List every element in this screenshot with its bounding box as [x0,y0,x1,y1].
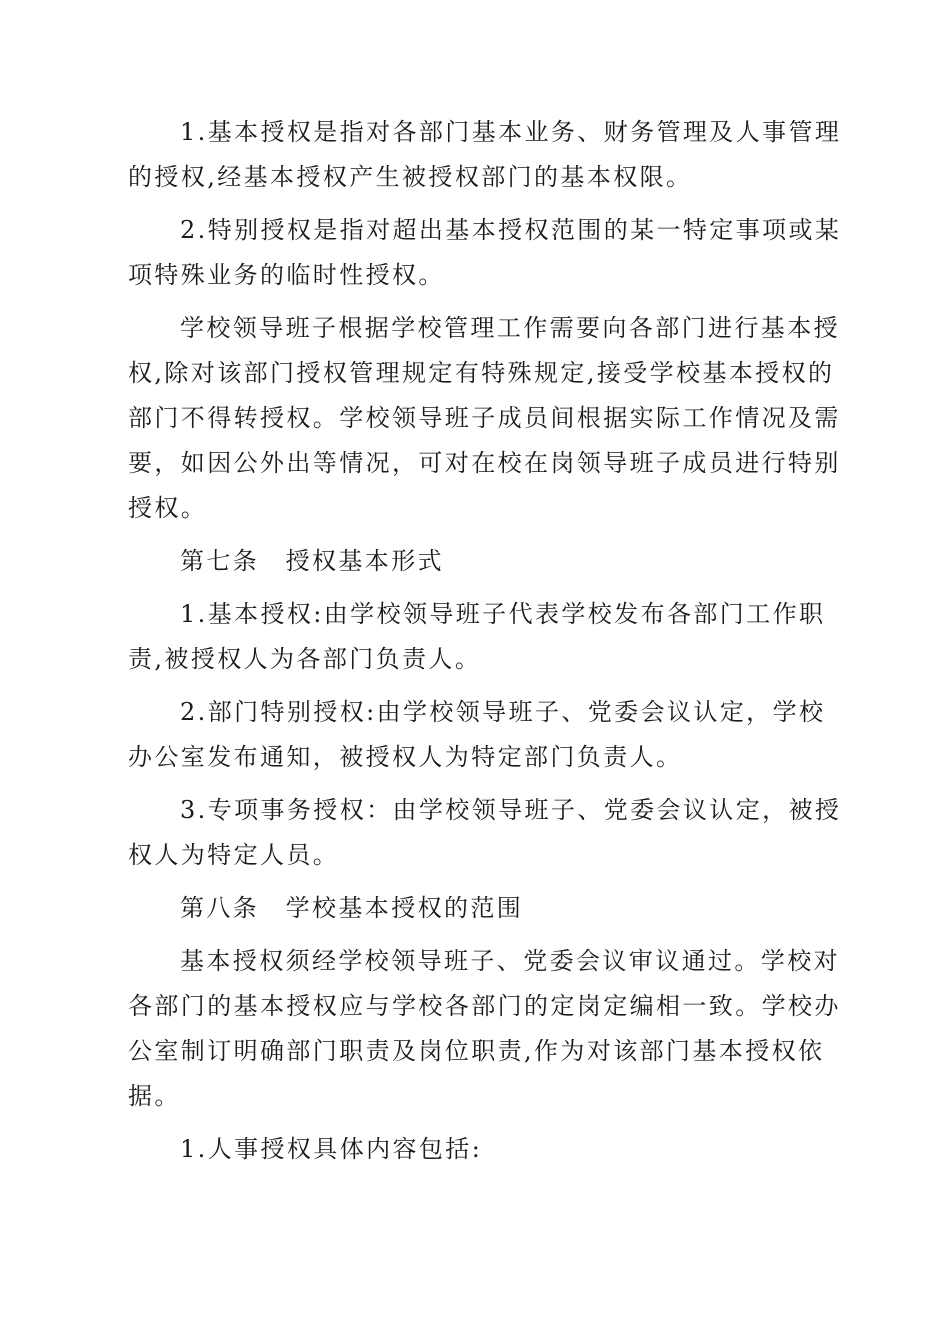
paragraph-form-special-affairs: 3.专项事务授权：由学校领导班子、党委会议认定，被授权人为特定人员。 [128,796,842,869]
document-body [128,110,848,1180]
article-7-heading: 第七条 授权基本形式 [180,547,444,575]
paragraph-personnel-authorization: 1.人事授权具体内容包括: [180,1135,483,1163]
paragraph-form-basic: 1.基本授权:由学校领导班子代表学校发布各部门工作职责,被授权人为各部门负责人。 [128,600,826,673]
paragraph-form-department-special: 2.部门特别授权:由学校领导班子、党委会议认定，学校办公室发布通知，被授权人为特定部门负责人。 [128,698,826,771]
paragraph-basic-authorization: 1.基本授权是指对各部门基本业务、财务管理及人事管理的授权,经基本授权产生被授权部门的基本权限。 [128,118,842,191]
paragraph-leadership-authorization: 学校领导班子根据学校管理工作需要向各部门进行基本授权,除对该部门授权管理规定有特殊规定,接受学校基本授权的部门不得转授权。学校领导班子成员间根据实际工作情况及需要，如因公外出等情况，可对在校在岗领导班子成员进行特别授权。 [128,314,841,522]
paragraph-scope-review: 基本授权须经学校领导班子、党委会议审议通过。学校对各部门的基本授权应与学校各部门的定岗定编相一致。学校办公室制订明确部门职责及岗位职责,作为对该部门基本授权依据。 [128,947,841,1110]
article-8-heading: 第八条 学校基本授权的范围 [180,894,524,922]
paragraph-special-authorization: 2.特别授权是指对超出基本授权范围的某一特定事项或某项特殊业务的临时性授权。 [128,216,842,289]
